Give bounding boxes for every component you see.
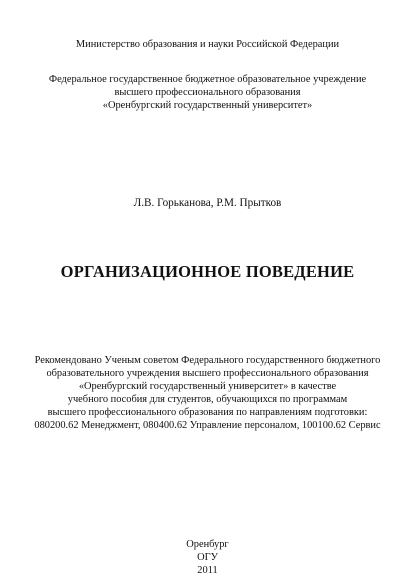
imprint-publisher: ОГУ: [197, 552, 218, 563]
institution-line-2: высшего профессионального образования: [114, 87, 301, 98]
recommendation-line-5: высшего профессионального образования по направлениям подготовки:: [47, 407, 368, 418]
recommendation-line-6: 080200.62 Менеджмент, 080400.62 Управление персоналом, 100100.62 Сервис: [34, 420, 381, 431]
institution-line-3: «Оренбургский государственный университет»: [102, 100, 313, 111]
recommendation-line-3: «Оренбургский государственный университет» в качестве: [78, 381, 337, 392]
recommendation-line-2: образовательного учреждения высшего профессионального образования: [46, 368, 369, 379]
imprint-city: Оренбург: [186, 539, 229, 550]
recommendation-line-1: Рекомендовано Ученым советом Федерального государственного бюджетного: [34, 355, 381, 366]
ministry-line: Министерство образования и науки Российской Федерации: [75, 39, 340, 50]
recommendation-line-4: учебного пособия для студентов, обучающихся по программам: [67, 394, 348, 405]
document-title: ОРГАНИЗАЦИОННОЕ ПОВЕДЕНИЕ: [60, 262, 355, 281]
imprint-year: 2011: [197, 565, 218, 576]
authors: Л.В. Горьканова, Р.М. Прытков: [133, 197, 282, 209]
institution-line-1: Федеральное государственное бюджетное образовательное учреждение: [48, 74, 367, 85]
